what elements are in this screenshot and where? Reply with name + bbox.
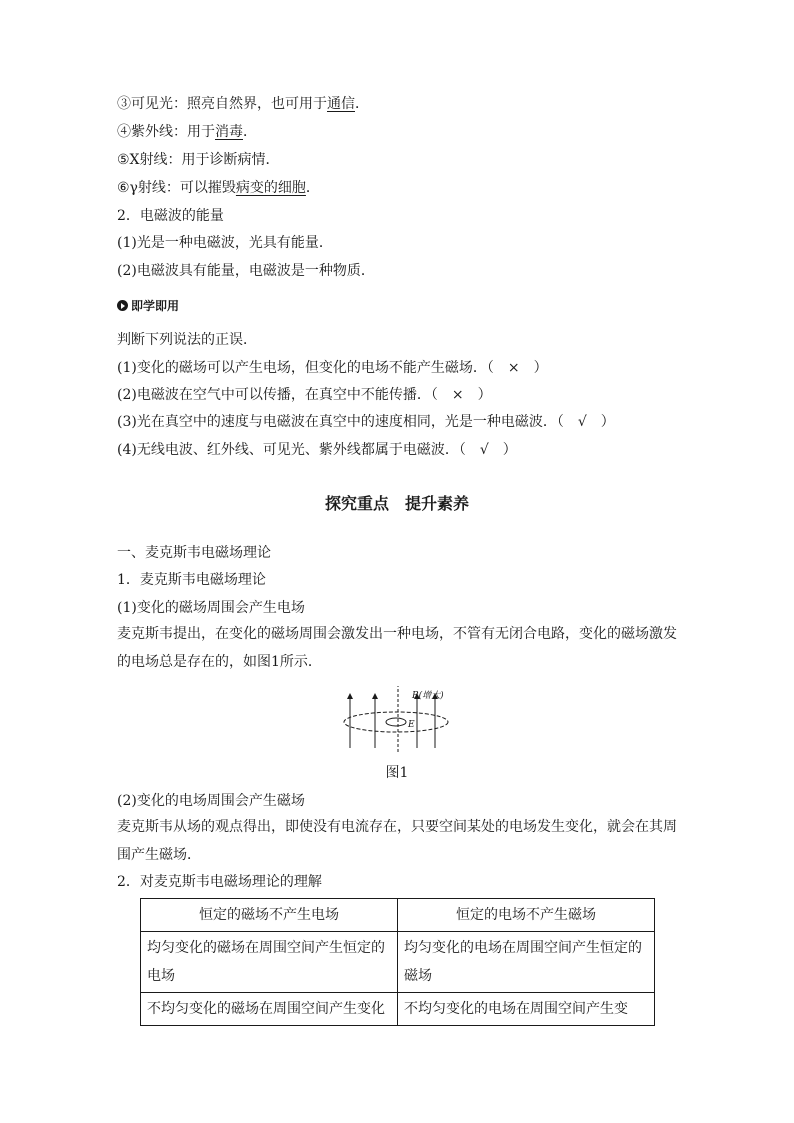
practice-item-4 — [117, 440, 517, 460]
uv-text: ④紫外线：用于 — [117, 124, 215, 140]
punct: ． — [305, 180, 320, 196]
table-cell: 均匀变化的电场在周围空间产生恒定的磁场 — [398, 932, 655, 993]
gamma-text: ⑥γ射线：可以摧毁 — [117, 180, 236, 196]
punct: ． — [355, 96, 369, 112]
practice-item-2 — [117, 385, 492, 405]
figure-caption: 图1 — [385, 765, 409, 781]
table-cell: 不均匀变化的电场在周围空间产生变 — [398, 993, 655, 1026]
section-title: 探究重点 提升素养 — [324, 494, 469, 513]
gamma-use: 病变的细胞 — [235, 180, 306, 196]
practice-item-answer: （ × ） — [486, 360, 548, 376]
theory-para2: 麦克斯韦从场的观点得出，即使没有电流存在，只要空间某处的电场发生变化，就会在其周围产生磁场． — [117, 819, 677, 863]
practice-item-text: (1)变化的磁场可以产生电场，但变化的电场不能产生磁场． — [117, 360, 487, 376]
table-cell: 均匀变化的磁场在周围空间产生恒定的电场 — [141, 932, 398, 993]
theory-sub2: 2．对麦克斯韦电磁场理论的理解 — [117, 874, 322, 890]
practice-item-1 — [117, 358, 548, 378]
practice-item-text: (4)无线电波、红外线、可见光、紫外线都属于电磁波． — [117, 442, 459, 458]
outer-ring — [344, 712, 448, 732]
label-e: E — [408, 720, 415, 730]
practice-item-answer: （ √ ） — [556, 414, 615, 430]
theory-point2: (2)变化的电场周围会产生磁场 — [117, 793, 305, 809]
theory-heading: 一、麦克斯韦电磁场理论 — [117, 545, 271, 561]
practice-item-text: (2)电磁波在空气中可以传播，在真空中不能传播． — [117, 387, 431, 403]
play-icon — [117, 300, 128, 311]
table-header-cell: 恒定的磁场不产生电场 — [141, 899, 398, 932]
table-row — [141, 993, 655, 1026]
maxwell-table — [140, 898, 655, 1026]
uv-line — [117, 122, 257, 142]
practice-label-text: 即学即用 — [131, 299, 180, 313]
visible-light-text: ③可见光：照亮自然界，也可用于 — [117, 96, 327, 112]
table-cell: 不均匀变化的磁场在周围空间产生变化 — [141, 993, 398, 1026]
practice-item-text: (3)光在真空中的速度与电磁波在真空中的速度相同，光是一种电磁波． — [117, 414, 557, 430]
table-row — [141, 932, 655, 993]
energy-heading: 2．电磁波的能量 — [117, 208, 224, 224]
label-b: B(增大) — [412, 691, 444, 701]
figure-1-diagram — [340, 682, 460, 754]
energy-item-1: (1)光是一种电磁波，光具有能量． — [117, 235, 333, 251]
theory-para1: 麦克斯韦提出，在变化的磁场周围会激发出一种电场，不管有无闭合电路，变化的磁场激发的电场总是存在的，如图1所示． — [117, 626, 677, 670]
gamma-line — [117, 178, 320, 198]
theory-point1: (1)变化的磁场周围会产生电场 — [117, 600, 305, 616]
table-header-cell: 恒定的电场不产生磁场 — [398, 899, 655, 932]
punct: ． — [243, 124, 257, 140]
practice-item-answer: （ √ ） — [458, 442, 517, 458]
xray-line: ⑤X射线：用于诊断病情． — [117, 152, 280, 168]
practice-instruction: 判断下列说法的正误． — [117, 332, 257, 348]
energy-item-2: (2)电磁波具有能量，电磁波是一种物质． — [117, 263, 375, 279]
practice-item-answer: （ × ） — [430, 387, 492, 403]
visible-light-use: 通信 — [327, 96, 355, 112]
visible-light-line — [117, 94, 369, 114]
practice-item-3 — [117, 412, 615, 432]
practice-label — [117, 296, 179, 316]
inner-ring — [386, 718, 406, 726]
uv-use: 消毒 — [215, 124, 243, 140]
table-header-row — [141, 899, 655, 932]
theory-sub1: 1．麦克斯韦电磁场理论 — [117, 572, 266, 588]
